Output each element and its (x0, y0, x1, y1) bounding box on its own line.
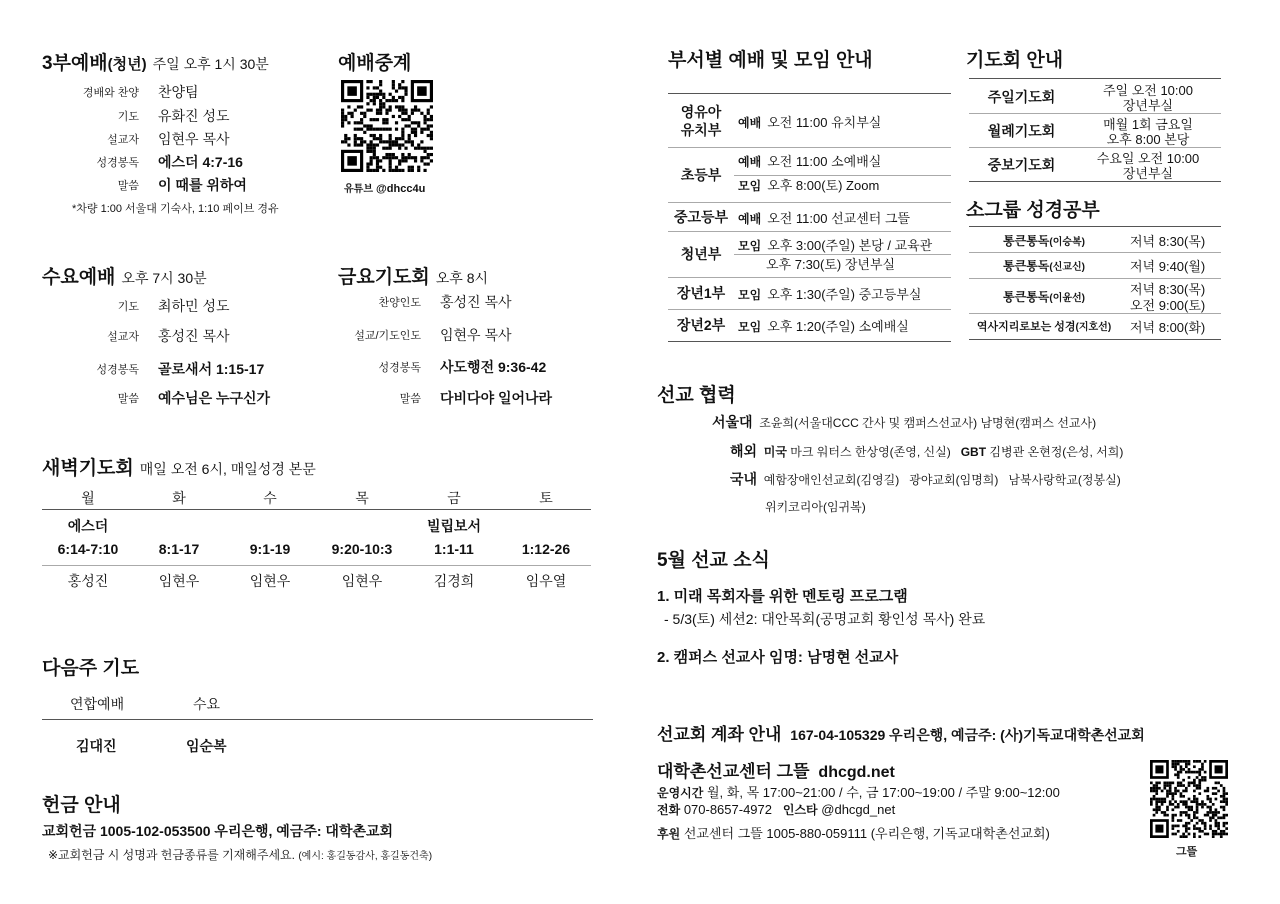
worship3-row-label: 말씀 (117, 180, 139, 192)
next-prayer-header-2: 수요 (193, 696, 221, 712)
center-support: 후원 선교센터 그뜰 1005-880-059111 (우리은행, 기독교대학촌선교회) (657, 826, 1050, 841)
friday-row-label: 찬양인도 (378, 297, 421, 309)
small-group-name (969, 288, 1119, 305)
prayer-meeting-time: 주일 오전 10:00 (1103, 83, 1193, 98)
small-groups-title: 소그룹 성경공부 (966, 200, 1100, 221)
department-row-divider (668, 147, 951, 148)
department-schedule-text: 오후 7:30(토) 장년부실 (766, 257, 896, 272)
prayer-meeting-time: 수요일 오전 10:00 (1096, 151, 1200, 166)
small-group-name (969, 257, 1119, 274)
small-group-name (969, 232, 1119, 249)
department-tag: 모임 (738, 288, 762, 302)
dawn-day-6: 토 (539, 490, 553, 506)
center-hours: 운영시간 월, 화, 목 17:00~21:00 / 수, 금 17:00~19:00 / 주말 9:00~12:00 (657, 785, 1060, 800)
worship3-row-label: 설교자 (107, 134, 139, 146)
friday-row-value: 홍성진 목사 (440, 294, 512, 310)
dawn-verse-3: 9:1-19 (249, 541, 291, 557)
mission-domestic: 국내 예함장애인선교회(김영길) 광야교회(임명희) 남북사랑학교(정봉실) (730, 471, 1121, 487)
wednesday-row-value: 골로새서 1:15-17 (158, 361, 265, 377)
broadcast-caption: 유튜브 @dhcc4u (344, 183, 426, 195)
friday-row-value: 다비다야 일어나라 (440, 390, 553, 406)
mission-domestic-line2: 위키코리아(임귀복) (765, 500, 866, 514)
mission-seoul: 서울대 조윤희(서울대CCC 간사 및 캠퍼스선교사) 남명현(캠퍼스 선교사) (712, 414, 1097, 430)
dawn-leader-2: 임현우 (158, 573, 200, 589)
small-group-time: 저녁 8:30(목) (1130, 233, 1206, 249)
dawn-verse-2: 8:1-17 (158, 541, 200, 557)
friday-row-value: 임현우 목사 (440, 327, 512, 343)
prayer-meeting-name: 중보기도회 (987, 157, 1056, 173)
next-prayer-header-1: 연합예배 (70, 696, 125, 712)
department-name: 청년부 (680, 246, 722, 262)
mission-title: 선교 협력 (657, 385, 736, 406)
departments-top-border (668, 93, 951, 94)
department-schedule-text: 오전 11:00 유치부실 (767, 114, 882, 130)
dawn-day-3: 수 (263, 490, 277, 506)
department-schedule-line (738, 151, 881, 170)
mission-account: 선교회 계좌 안내 167-04-105329 우리은행, 예금주: (사)기독교대학촌선교회 (657, 725, 1145, 744)
wednesday-row-value: 최하민 성도 (158, 298, 230, 314)
department-schedule-line (738, 284, 921, 303)
department-row-divider (668, 277, 951, 278)
worship3-note: *차량 1:00 서울대 기숙사, 1:10 페이브 경유 (72, 203, 279, 215)
department-name: 초등부 (680, 166, 722, 183)
worship3-row-value: 찬양팀 (158, 84, 199, 100)
small-group-leader: (이윤선) (1049, 292, 1085, 304)
department-schedule-line (738, 208, 910, 227)
friday-row-value: 사도행전 9:36-42 (440, 359, 547, 375)
small-group-divider (969, 252, 1221, 253)
small-group-title: 통큰통독 (1002, 233, 1050, 248)
department-schedule-text: 오후 1:20(주일) 소예배실 (767, 319, 909, 334)
news-item-1-detail: - 5/3(토) 세션2: 대안목회(공명교회 황인성 목사) 완료 (664, 611, 986, 627)
dawn-leader-4: 임현우 (341, 573, 383, 589)
dawn-leader-3: 임현우 (249, 573, 291, 589)
center-title: 대학촌선교센터 그뜰 dhcgd.net (657, 762, 895, 781)
offering-note: ※교회헌금 시 성명과 헌금종류를 기재해주세요. (예시: 홍길동감사, 홍길동건축) (48, 848, 433, 862)
offering-account: 교회헌금 1005-102-053500 우리은행, 예금주: 대학촌교회 (42, 823, 394, 839)
wednesday-row-label: 기도 (117, 301, 139, 313)
department-tag: 예배 (738, 115, 762, 130)
wednesday-row-value: 예수님은 누구신가 (158, 390, 271, 406)
department-name: 장년2부 (676, 317, 726, 333)
department-tag: 모임 (738, 178, 762, 193)
prayer-meeting-divider (969, 181, 1221, 182)
prayer-meeting-place: 장년부실 (1122, 166, 1174, 181)
small-group-time: 저녁 8:00(화) (1130, 320, 1206, 335)
dawn-verse-6: 1:12-26 (521, 541, 571, 557)
department-row-divider (668, 341, 951, 342)
prayer-meeting-time: 매월 1회 금요일 (1103, 117, 1193, 132)
worship3-title: 3부예배(청년) 주일 오후 1시 30분 (42, 53, 269, 74)
offering-title: 헌금 안내 (42, 795, 121, 816)
worship3-row-label: 기도 (117, 111, 139, 123)
dawn-verse-1: 6:14-7:10 (57, 541, 119, 557)
small-group-divider (969, 339, 1221, 340)
dawn-divider-bottom (42, 565, 591, 566)
dawn-day-4: 목 (355, 490, 369, 506)
worship3-row-value: 유화진 성도 (158, 108, 230, 124)
department-tag: 모임 (738, 320, 762, 334)
small-group-leader: (신교신) (1049, 262, 1085, 273)
wednesday-title: 수요예배 오후 7시 30분 (42, 267, 207, 288)
department-row-divider (668, 231, 951, 232)
department-schedule-line (738, 235, 932, 254)
dawn-day-2: 화 (172, 490, 186, 506)
department-schedule-text: 오전 11:00 선교센터 그뜰 (767, 210, 911, 226)
next-prayer-name-1: 김대진 (76, 738, 117, 754)
dawn-divider-top (42, 509, 591, 510)
worship3-row-label: 성경봉독 (96, 157, 139, 169)
wednesday-row-label: 성경봉독 (96, 364, 139, 376)
friday-title: 금요기도회 오후 8시 (338, 267, 489, 288)
dawn-day-5: 금 (447, 490, 461, 506)
dawn-day-1: 월 (81, 490, 95, 506)
prayer-meetings-top-border (969, 78, 1221, 79)
prayer-meeting-name: 월례기도회 (987, 123, 1056, 139)
news-item-1: 1. 미래 목회자를 위한 멘토링 프로그램 (657, 588, 908, 605)
center-qr-code-image (1150, 760, 1228, 838)
small-group-title: 통큰통독 (1002, 259, 1050, 273)
small-group-title: 통큰통독 (1002, 289, 1050, 304)
department-schedule-text: 오후 3:00(주일) 본당 / 교육관 (767, 238, 933, 253)
center-contact: 전화 070-8657-4972 인스타 @dhcgd_net (657, 802, 896, 817)
youtube-qr-code-image (341, 80, 433, 172)
department-schedule-line (738, 175, 879, 194)
dawn-title: 새벽기도회 매일 오전 6시, 매일성경 본문 (42, 458, 316, 479)
small-group-time: 저녁 9:40(월) (1130, 259, 1206, 274)
dawn-leader-6: 임우열 (525, 573, 567, 589)
dawn-verse-5: 1:1-11 (434, 541, 474, 557)
wednesday-row-value: 홍성진 목사 (158, 328, 230, 344)
departments-title: 부서별 예배 및 모임 안내 (668, 50, 873, 71)
center-qr-caption: 그뜰 (1176, 846, 1198, 858)
department-schedule-line (766, 254, 895, 273)
next-prayer-name-2: 임순복 (186, 738, 227, 754)
department-tag: 예배 (738, 211, 762, 226)
worship3-row-value: 임현우 목사 (158, 131, 230, 147)
department-name: 중고등부 (673, 208, 729, 225)
dawn-verse-4: 9:20-10:3 (331, 541, 393, 557)
next-prayer-divider (42, 719, 593, 720)
small-groups-top-border (969, 226, 1221, 227)
small-group-name (969, 318, 1119, 334)
wednesday-row-label: 설교자 (107, 331, 139, 343)
department-schedule-line (738, 112, 881, 131)
department-tag: 예배 (738, 155, 762, 169)
next-prayer-title: 다음주 기도 (42, 658, 140, 679)
department-schedule-text: 오전 11:00 소예배실 (767, 154, 882, 169)
news-title: 5월 선교 소식 (657, 550, 770, 571)
dawn-book-1: 에스더 (67, 518, 109, 534)
department-name: 장년1부 (676, 285, 726, 301)
friday-row-label: 성경봉독 (378, 362, 421, 374)
worship3-row-value: 에스더 4:7-16 (158, 154, 243, 170)
prayer-meeting-place: 장년부실 (1122, 98, 1174, 113)
dawn-leader-1: 홍성진 (67, 573, 109, 589)
prayer-meeting-name: 주일기도회 (987, 89, 1056, 105)
prayer-meetings-title: 기도회 안내 (966, 50, 1064, 71)
department-schedule-text: 오후 1:30(주일) 중고등부실 (767, 287, 922, 302)
department-schedule-text: 오후 8:00(토) Zoom (767, 177, 880, 193)
department-row-divider (668, 309, 951, 310)
worship3-row-label: 경배와 찬양 (82, 87, 139, 99)
small-group-time: 저녁 8:30(목) (1130, 282, 1206, 297)
small-group-title: 역사지리로보는 성경 (976, 321, 1076, 333)
small-group-leader: (지호선) (1075, 322, 1112, 333)
mission-overseas: 해외 미국 마크 워터스 한상영(존영, 신실) GBT 김병관 온현정(은성, 서희) (730, 443, 1124, 459)
department-tag: 모임 (738, 239, 762, 253)
department-schedule-line (738, 316, 909, 335)
small-group-divider (969, 313, 1221, 314)
department-name: 영유아 유치부 (680, 103, 722, 138)
dawn-book-5: 빌립보서 (426, 518, 482, 534)
news-item-2: 2. 캠퍼스 선교사 임명: 남명현 선교사 (657, 649, 899, 666)
small-group-time-2: 오전 9:00(토) (1130, 298, 1206, 313)
wednesday-row-label: 말씀 (117, 393, 139, 405)
prayer-meeting-place: 오후 8:00 본당 (1106, 132, 1190, 147)
department-row-divider (668, 202, 951, 203)
broadcast-title: 예배중계 (338, 53, 412, 74)
small-group-leader: (이승복) (1049, 236, 1085, 248)
friday-row-label: 설교/기도인도 (354, 330, 421, 342)
friday-row-label: 말씀 (399, 393, 421, 405)
dawn-leader-5: 김경희 (433, 573, 475, 589)
worship3-row-value: 이 때를 위하여 (158, 177, 247, 193)
